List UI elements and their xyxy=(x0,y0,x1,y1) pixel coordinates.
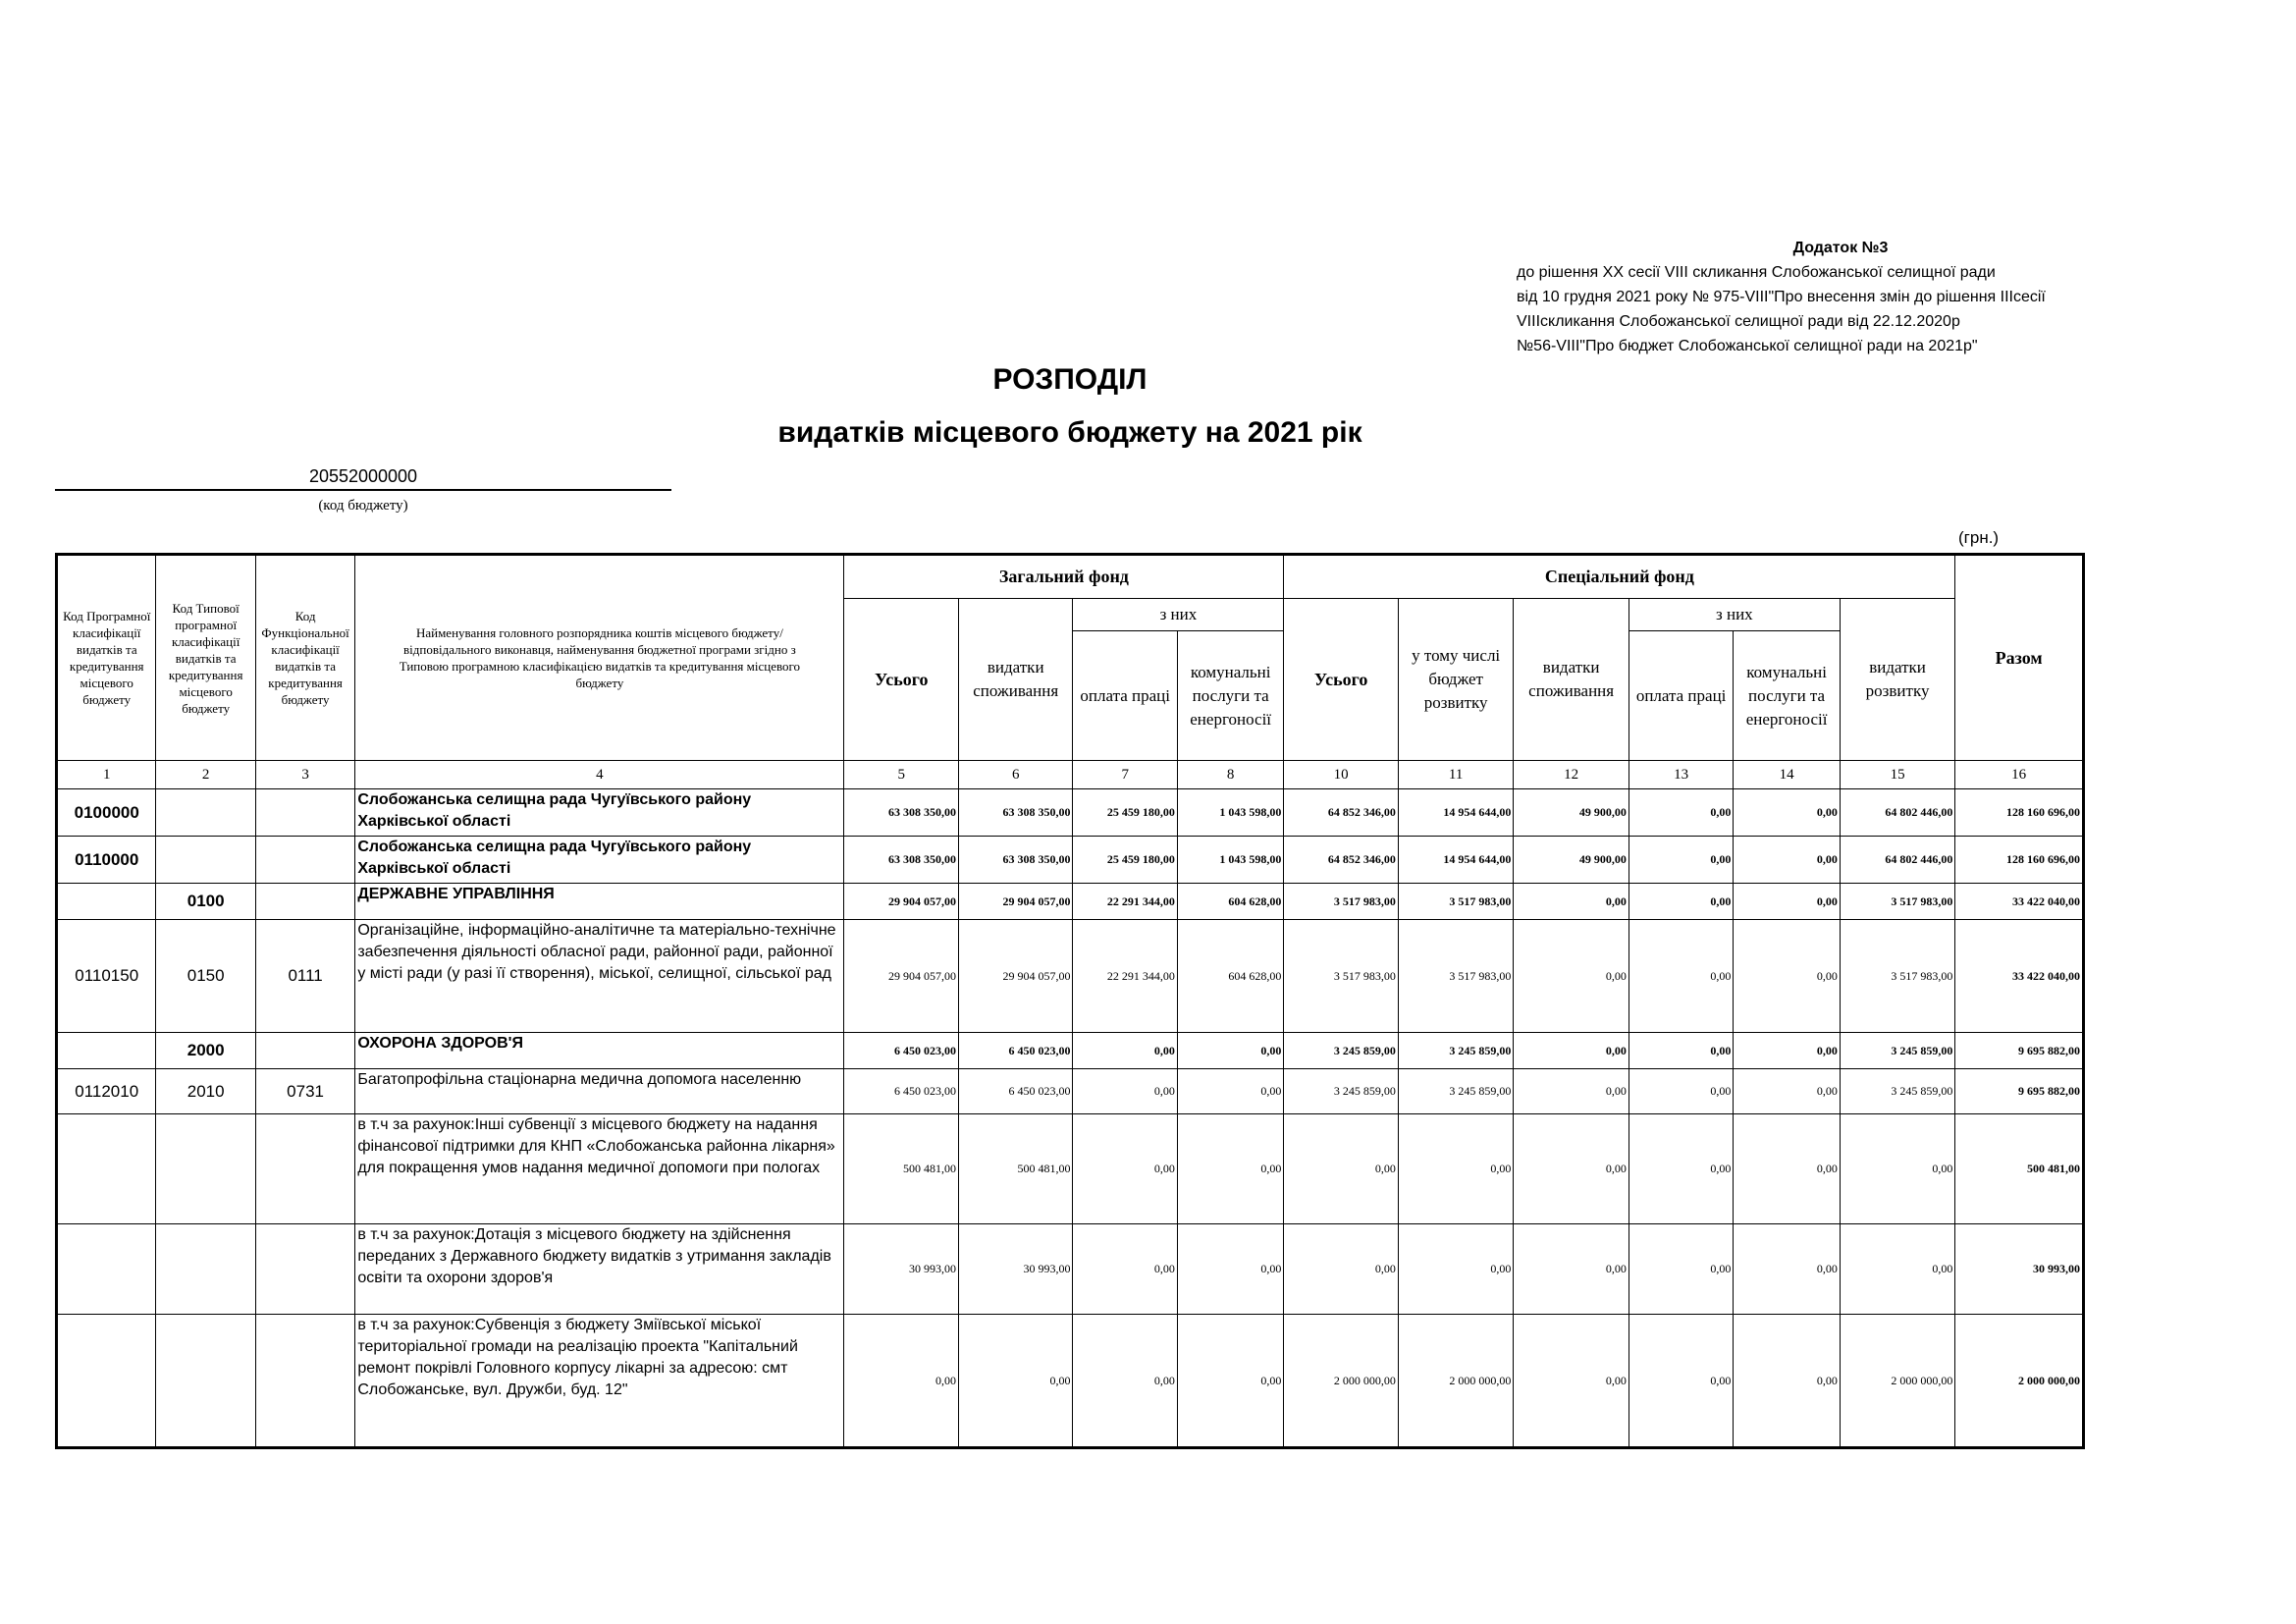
typical-code-cell: 0100 xyxy=(156,884,255,920)
column-number: 13 xyxy=(1629,761,1733,789)
column-number: 1 xyxy=(57,761,156,789)
program-code-cell: 0110150 xyxy=(57,920,156,1033)
amount-cell: 0,00 xyxy=(1629,1315,1733,1448)
amount-cell: 3 517 983,00 xyxy=(1398,920,1514,1033)
amount-cell: 0,00 xyxy=(1629,1069,1733,1114)
amount-cell: 0,00 xyxy=(1734,1033,1840,1069)
amount-cell: 2 000 000,00 xyxy=(1840,1315,1955,1448)
column-number: 6 xyxy=(958,761,1073,789)
amount-cell: 64 802 446,00 xyxy=(1840,837,1955,884)
header-general-total: Усього xyxy=(844,599,959,761)
program-name-cell: Слобожанська селищна рада Чугуївського району Харківської області xyxy=(355,837,844,884)
amount-cell: 6 450 023,00 xyxy=(844,1033,959,1069)
header-special-consumption: видатки споживання xyxy=(1514,599,1629,761)
table-row xyxy=(57,1224,2084,1315)
program-name-cell: Організаційне, інформаційно-аналітичне та матеріально-технічне забезпечення діяльності обласної ради, районної ради, районної у місті ради (у разі її створення), міської, селищної, сільської рад xyxy=(355,920,844,1033)
currency-label: (грн.) xyxy=(1958,528,2000,547)
budget-table xyxy=(55,553,2085,1449)
header-general-consumption: видатки споживання xyxy=(958,599,1073,761)
table-row xyxy=(57,884,2084,920)
amount-cell: 3 245 859,00 xyxy=(1284,1069,1399,1114)
amount-cell: 29 904 057,00 xyxy=(958,920,1073,1033)
amount-cell: 64 852 346,00 xyxy=(1284,837,1399,884)
header-typical-code: Код Типової програмної класифікації видатків та кредитування місцевого бюджету xyxy=(156,555,255,761)
column-number: 8 xyxy=(1177,761,1283,789)
amount-cell: 500 481,00 xyxy=(958,1114,1073,1224)
header-special-utilities: комунальні послуги та енергоносії xyxy=(1734,631,1840,761)
amount-cell: 0,00 xyxy=(1177,1033,1283,1069)
header-general-utilities: комунальні послуги та енергоносії xyxy=(1177,631,1283,761)
amount-cell: 0,00 xyxy=(1073,1114,1177,1224)
amount-cell: 0,00 xyxy=(844,1315,959,1448)
column-number: 7 xyxy=(1073,761,1177,789)
header-special-development: видатки розвитку xyxy=(1840,599,1955,761)
header-special-total: Усього xyxy=(1284,599,1399,761)
amount-cell: 500 481,00 xyxy=(844,1114,959,1224)
table-row xyxy=(57,1069,2084,1114)
document-title: РОЗПОДІЛ xyxy=(992,363,1148,396)
amount-cell: 0,00 xyxy=(1284,1114,1399,1224)
table-row xyxy=(57,920,2084,1033)
typical-code-cell xyxy=(156,1224,255,1315)
amount-cell: 0,00 xyxy=(958,1315,1073,1448)
amount-cell: 0,00 xyxy=(1734,1315,1840,1448)
amount-cell: 6 450 023,00 xyxy=(958,1033,1073,1069)
column-number: 4 xyxy=(355,761,844,789)
header-functional-code: Код Функціональної класифікації видатків та кредитування бюджету xyxy=(255,555,354,761)
typical-code-cell: 2000 xyxy=(156,1033,255,1069)
amount-cell: 30 993,00 xyxy=(958,1224,1073,1315)
amount-cell: 0,00 xyxy=(1734,920,1840,1033)
amount-cell: 3 245 859,00 xyxy=(1398,1069,1514,1114)
amount-cell: 63 308 350,00 xyxy=(958,789,1073,837)
table-row xyxy=(57,1033,2084,1069)
header-program-code: Код Програмної класифікації видатків та кредитування місцевого бюджету xyxy=(57,555,156,761)
amount-cell: 22 291 344,00 xyxy=(1073,920,1177,1033)
header-special-of-them: з них xyxy=(1629,599,1840,631)
amount-cell: 0,00 xyxy=(1514,920,1629,1033)
column-number: 5 xyxy=(844,761,959,789)
amount-cell: 49 900,00 xyxy=(1514,789,1629,837)
program-name-cell: Багатопрофільна стаціонарна медична допомога населенню xyxy=(355,1069,844,1114)
typical-code-cell xyxy=(156,1315,255,1448)
row-total-cell: 2 000 000,00 xyxy=(1955,1315,2084,1448)
row-total-cell: 9 695 882,00 xyxy=(1955,1033,2084,1069)
amount-cell: 1 043 598,00 xyxy=(1177,837,1283,884)
amount-cell: 0,00 xyxy=(1073,1224,1177,1315)
column-number: 16 xyxy=(1955,761,2084,789)
amount-cell: 3 517 983,00 xyxy=(1840,884,1955,920)
header-grand-total: Разом xyxy=(1955,555,2084,761)
amount-cell: 0,00 xyxy=(1177,1069,1283,1114)
budget-code-caption: (код бюджету) xyxy=(318,498,408,514)
functional-code-cell xyxy=(255,1033,354,1069)
functional-code-cell xyxy=(255,789,354,837)
functional-code-cell xyxy=(255,1224,354,1315)
amount-cell: 0,00 xyxy=(1629,1114,1733,1224)
column-number: 12 xyxy=(1514,761,1629,789)
amount-cell: 0,00 xyxy=(1629,1033,1733,1069)
amount-cell: 2 000 000,00 xyxy=(1284,1315,1399,1448)
amount-cell: 0,00 xyxy=(1840,1114,1955,1224)
amount-cell: 1 043 598,00 xyxy=(1177,789,1283,837)
amount-cell: 3 245 859,00 xyxy=(1398,1033,1514,1069)
budget-code: 20552000000 xyxy=(55,466,671,491)
amount-cell: 3 517 983,00 xyxy=(1398,884,1514,920)
amount-cell: 6 450 023,00 xyxy=(844,1069,959,1114)
amount-cell: 0,00 xyxy=(1734,1224,1840,1315)
table-row xyxy=(57,789,2084,837)
table-row xyxy=(57,1315,2084,1448)
amount-cell: 0,00 xyxy=(1629,1224,1733,1315)
column-number: 3 xyxy=(255,761,354,789)
program-name-cell: Слобожанська селищна рада Чугуївського району Харківської області xyxy=(355,789,844,837)
program-code-cell xyxy=(57,1315,156,1448)
functional-code-cell xyxy=(255,837,354,884)
amount-cell: 29 904 057,00 xyxy=(844,920,959,1033)
amount-cell: 29 904 057,00 xyxy=(844,884,959,920)
amount-cell: 0,00 xyxy=(1840,1224,1955,1315)
amount-cell: 0,00 xyxy=(1629,920,1733,1033)
amount-cell: 25 459 180,00 xyxy=(1073,837,1177,884)
amount-cell: 0,00 xyxy=(1398,1224,1514,1315)
appendix-line: до рішення ХХ сесії VIII скликання Слобожанської селищної ради xyxy=(1517,264,1996,281)
appendix-block xyxy=(1517,236,2106,358)
amount-cell: 29 904 057,00 xyxy=(958,884,1073,920)
amount-cell: 0,00 xyxy=(1734,1069,1840,1114)
column-number-row xyxy=(57,761,2084,789)
amount-cell: 2 000 000,00 xyxy=(1398,1315,1514,1448)
amount-cell: 3 245 859,00 xyxy=(1840,1033,1955,1069)
header-special-fund: Спеціальний фонд xyxy=(1284,555,1955,599)
column-number: 14 xyxy=(1734,761,1840,789)
amount-cell: 3 245 859,00 xyxy=(1840,1069,1955,1114)
amount-cell: 25 459 180,00 xyxy=(1073,789,1177,837)
appendix-title: Додаток №3 xyxy=(1792,240,1889,256)
amount-cell: 63 308 350,00 xyxy=(844,837,959,884)
program-code-cell xyxy=(57,1224,156,1315)
amount-cell: 0,00 xyxy=(1514,1224,1629,1315)
amount-cell: 0,00 xyxy=(1734,884,1840,920)
amount-cell: 3 245 859,00 xyxy=(1284,1033,1399,1069)
amount-cell: 0,00 xyxy=(1629,884,1733,920)
amount-cell: 49 900,00 xyxy=(1514,837,1629,884)
header-special-salary: оплата праці xyxy=(1629,631,1733,761)
amount-cell: 3 517 983,00 xyxy=(1284,920,1399,1033)
appendix-line: VIIIскликання Слобожанської селищної ради від 22.12.2020р xyxy=(1517,313,1960,330)
program-code-cell: 0100000 xyxy=(57,789,156,837)
program-code-cell: 0112010 xyxy=(57,1069,156,1114)
amount-cell: 0,00 xyxy=(1514,1114,1629,1224)
amount-cell: 64 852 346,00 xyxy=(1284,789,1399,837)
functional-code-cell xyxy=(255,1315,354,1448)
header-special-incl-development: у тому числі бюджет розвитку xyxy=(1398,599,1514,761)
row-total-cell: 128 160 696,00 xyxy=(1955,789,2084,837)
program-code-cell: 0110000 xyxy=(57,837,156,884)
amount-cell: 0,00 xyxy=(1073,1315,1177,1448)
amount-cell: 0,00 xyxy=(1734,1114,1840,1224)
amount-cell: 0,00 xyxy=(1073,1069,1177,1114)
document-subtitle: видатків місцевого бюджету на 2021 рік xyxy=(777,416,1362,449)
functional-code-cell xyxy=(255,1114,354,1224)
table-row xyxy=(57,837,2084,884)
table-row xyxy=(57,1114,2084,1224)
amount-cell: 0,00 xyxy=(1514,884,1629,920)
program-name-cell: ОХОРОНА ЗДОРОВ'Я xyxy=(355,1033,844,1069)
amount-cell: 604 628,00 xyxy=(1177,884,1283,920)
row-total-cell: 128 160 696,00 xyxy=(1955,837,2084,884)
typical-code-cell xyxy=(156,1114,255,1224)
header-general-of-them: з них xyxy=(1073,599,1284,631)
amount-cell: 3 517 983,00 xyxy=(1840,920,1955,1033)
amount-cell: 0,00 xyxy=(1734,789,1840,837)
program-code-cell xyxy=(57,1114,156,1224)
program-name-cell: в т.ч за рахунок:Інші субвенції з місцевого бюджету на надання фінансової підтримки для КНП «Слобожанська районна лікарня» для покращення умов надання медичної допомоги при пологах xyxy=(355,1114,844,1224)
row-total-cell: 33 422 040,00 xyxy=(1955,920,2084,1033)
amount-cell: 0,00 xyxy=(1629,837,1733,884)
amount-cell: 63 308 350,00 xyxy=(958,837,1073,884)
typical-code-cell: 0150 xyxy=(156,920,255,1033)
typical-code-cell: 2010 xyxy=(156,1069,255,1114)
amount-cell: 64 802 446,00 xyxy=(1840,789,1955,837)
program-name-cell: в т.ч за рахунок:Субвенція з бюджету Зміївської міської територіальної громади на реалізацію проекта "Капітальний ремонт покрівлі Головного корпусу лікарні за адресою: смт Слобожанське, вул. Дружби, буд. 12" xyxy=(355,1315,844,1448)
program-name-cell: в т.ч за рахунок:Дотація з місцевого бюджету на здійснення переданих з Державного бюджету видатків з утримання закладів освіти та охорони здоров'я xyxy=(355,1224,844,1315)
amount-cell: 0,00 xyxy=(1284,1224,1399,1315)
amount-cell: 0,00 xyxy=(1629,789,1733,837)
amount-cell: 604 628,00 xyxy=(1177,920,1283,1033)
amount-cell: 0,00 xyxy=(1177,1315,1283,1448)
column-number: 15 xyxy=(1840,761,1955,789)
header-general-salary: оплата праці xyxy=(1073,631,1177,761)
amount-cell: 6 450 023,00 xyxy=(958,1069,1073,1114)
appendix-line: №56-VIII"Про бюджет Слобожанської селищної ради на 2021р" xyxy=(1517,338,1978,354)
program-name-cell: ДЕРЖАВНЕ УПРАВЛІННЯ xyxy=(355,884,844,920)
amount-cell: 0,00 xyxy=(1734,837,1840,884)
amount-cell: 0,00 xyxy=(1398,1114,1514,1224)
column-number: 10 xyxy=(1284,761,1399,789)
functional-code-cell: 0731 xyxy=(255,1069,354,1114)
amount-cell: 0,00 xyxy=(1514,1033,1629,1069)
amount-cell: 0,00 xyxy=(1514,1069,1629,1114)
typical-code-cell xyxy=(156,789,255,837)
amount-cell: 0,00 xyxy=(1177,1114,1283,1224)
appendix-line: від 10 грудня 2021 року № 975-VIII"Про внесення змін до рішення IIIсесії xyxy=(1517,289,2046,305)
amount-cell: 22 291 344,00 xyxy=(1073,884,1177,920)
row-total-cell: 33 422 040,00 xyxy=(1955,884,2084,920)
program-code-cell xyxy=(57,1033,156,1069)
column-number: 2 xyxy=(156,761,255,789)
row-total-cell: 9 695 882,00 xyxy=(1955,1069,2084,1114)
amount-cell: 14 954 644,00 xyxy=(1398,789,1514,837)
column-number: 11 xyxy=(1398,761,1514,789)
amount-cell: 0,00 xyxy=(1514,1315,1629,1448)
amount-cell: 30 993,00 xyxy=(844,1224,959,1315)
header-name: Найменування головного розпорядника коштів місцевого бюджету/ відповідального виконавця, найменування бюджетної програми згідно з Типовою програмною класифікацією видатків та кредитування місцевого бюджету xyxy=(355,555,844,761)
typical-code-cell xyxy=(156,837,255,884)
header-general-fund: Загальний фонд xyxy=(844,555,1284,599)
program-code-cell xyxy=(57,884,156,920)
functional-code-cell: 0111 xyxy=(255,920,354,1033)
amount-cell: 63 308 350,00 xyxy=(844,789,959,837)
row-total-cell: 30 993,00 xyxy=(1955,1224,2084,1315)
amount-cell: 0,00 xyxy=(1177,1224,1283,1315)
amount-cell: 14 954 644,00 xyxy=(1398,837,1514,884)
functional-code-cell xyxy=(255,884,354,920)
amount-cell: 0,00 xyxy=(1073,1033,1177,1069)
row-total-cell: 500 481,00 xyxy=(1955,1114,2084,1224)
amount-cell: 3 517 983,00 xyxy=(1284,884,1399,920)
